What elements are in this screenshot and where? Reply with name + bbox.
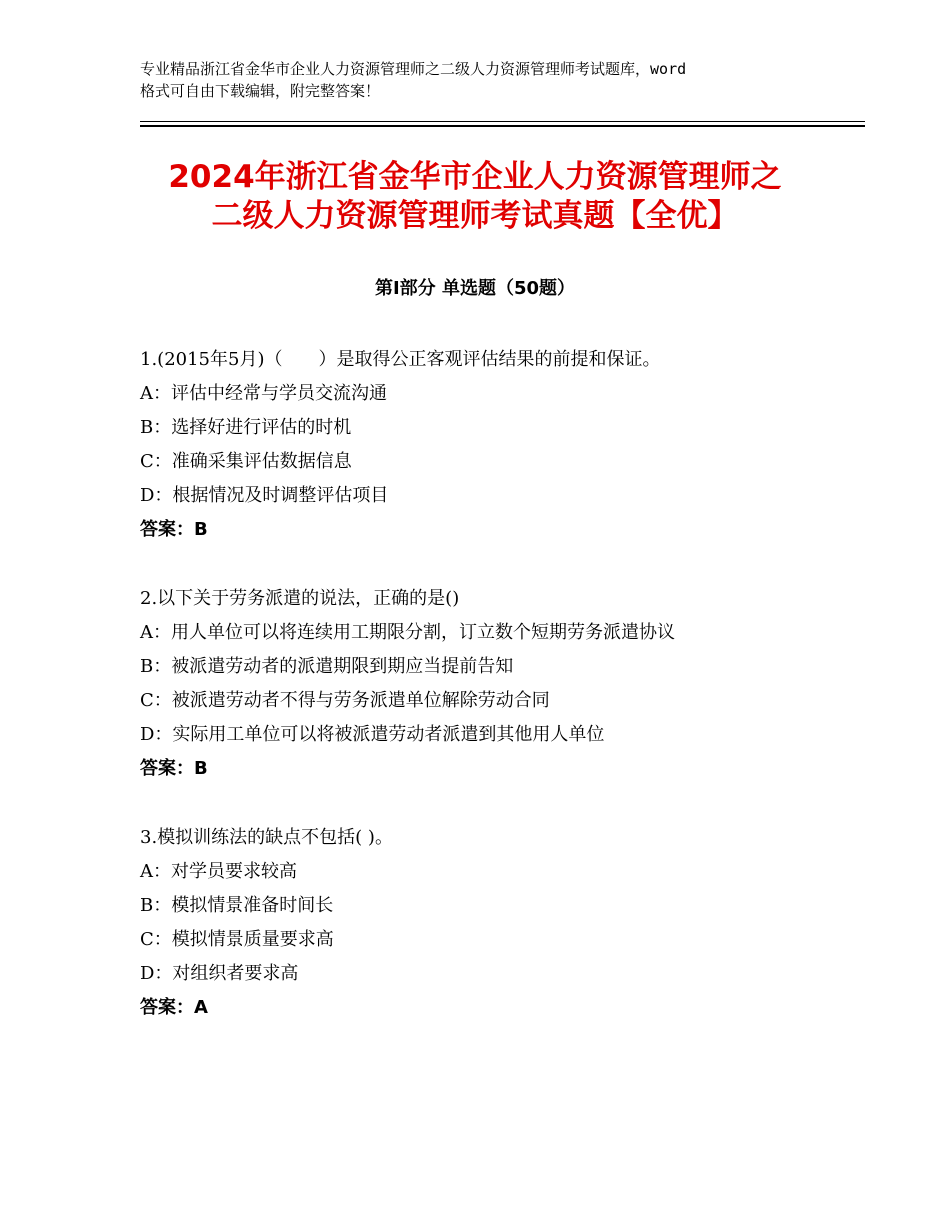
document-header-note xyxy=(140,58,840,102)
question-list xyxy=(140,343,860,1060)
header-rule-thick xyxy=(140,125,865,127)
title-line-2: 二级人力资源管理师考试真题【全优】 xyxy=(211,198,739,234)
option-a: A：用人单位可以将连续用工期限分割，订立数个短期劳务派遣协议 xyxy=(140,622,675,643)
title-line-1: 2024年浙江省金华市企业人力资源管理师之 xyxy=(168,159,782,195)
option-a: A：对学员要求较高 xyxy=(140,861,297,882)
option-b: B：模拟情景准备时间长 xyxy=(140,895,334,916)
option-c: C：被派遣劳动者不得与劳务派遣单位解除劳动合同 xyxy=(140,690,550,711)
question-stem: 1.(2015年5月)（ ）是取得公正客观评估结果的前提和保证。 xyxy=(140,349,661,370)
document-title xyxy=(60,158,890,236)
question-3 xyxy=(140,821,860,1025)
option-c: C：准确采集评估数据信息 xyxy=(140,451,352,472)
option-d: D：实际用工单位可以将被派遣劳动者派遣到其他用人单位 xyxy=(140,724,605,745)
option-b: B：选择好进行评估的时机 xyxy=(140,417,352,438)
header-note-line-2: 格式可自由下载编辑，附完整答案！ xyxy=(140,82,381,100)
option-b: B：被派遣劳动者的派遣期限到期应当提前告知 xyxy=(140,656,514,677)
option-a: A：评估中经常与学员交流沟通 xyxy=(140,383,387,404)
header-note-line-1: 专业精品浙江省金华市企业人力资源管理师之二级人力资源管理师考试题库，word xyxy=(140,60,687,78)
option-d: D：对组织者要求高 xyxy=(140,963,299,984)
option-d: D：根据情况及时调整评估项目 xyxy=(140,485,389,506)
answer: 答案：B xyxy=(140,519,208,540)
option-c: C：模拟情景质量要求高 xyxy=(140,929,334,950)
question-stem: 3.模拟训练法的缺点不包括( )。 xyxy=(140,827,393,848)
question-1 xyxy=(140,343,860,547)
header-rule-thin xyxy=(140,121,865,122)
question-stem: 2.以下关于劳务派遣的说法，正确的是() xyxy=(140,588,460,609)
answer: 答案：A xyxy=(140,997,208,1018)
section-heading: 第Ⅰ部分 单选题（50题） xyxy=(374,278,575,299)
answer: 答案：B xyxy=(140,758,208,779)
question-2 xyxy=(140,582,860,786)
